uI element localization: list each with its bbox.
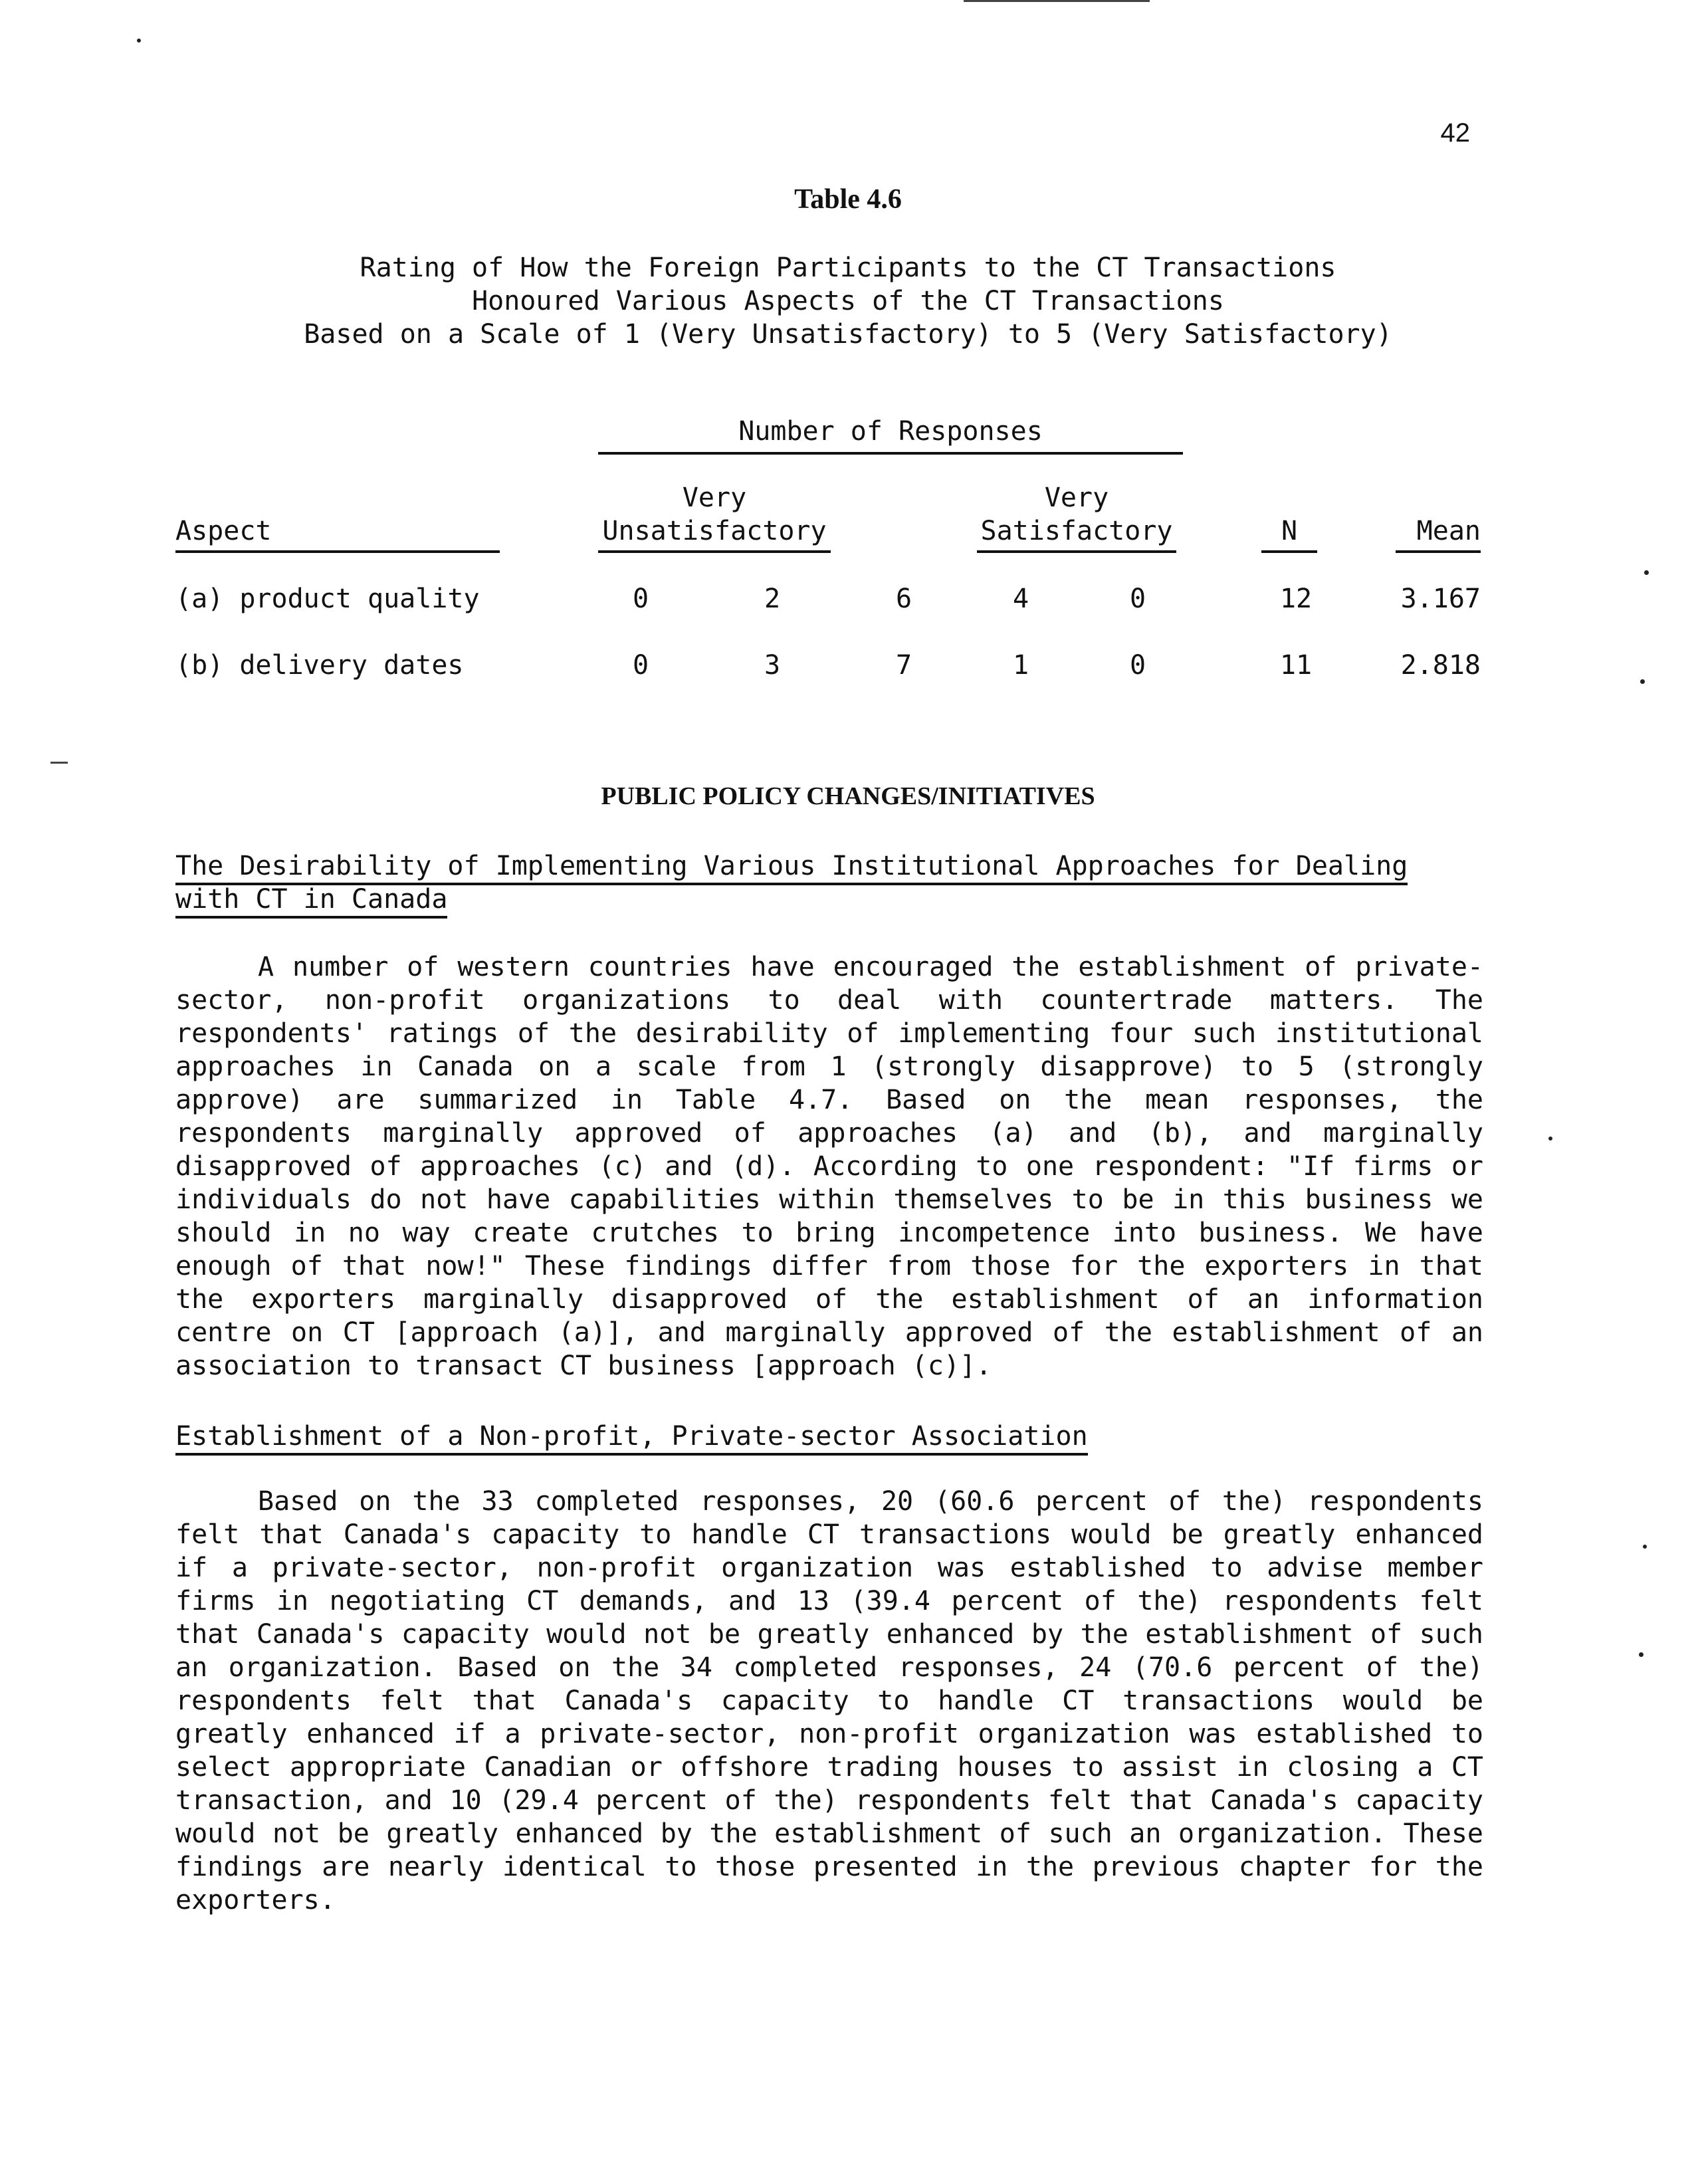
row-rating-4: 4 bbox=[1012, 584, 1029, 614]
paragraph-association bbox=[175, 1485, 1483, 1917]
paragraph-text: Based on the 33 completed responses, 20 (60.6 percent of the) respondents felt that Canada's capacity to handle CT transactions would be greatly enhanced if a private-sector, non-profit organization was established to advise member firms in negotiating CT demands, and 13 (39.4 percent of the) respondents felt that Canada's capacity would not be greatly enhanced by the establishment of such an organization. Based on the 34 completed responses, 24 (70.6 percent of the) respondents felt that Canada's capacity to handle CT transactions would be greatly enhanced if a private-sector, non-profit organization was established to select appropriate Canadian or offshore trading houses to assist in closing a CT transaction, and 10 (29.4 percent of the) respondents felt that Canada's capacity would not be greatly enhanced by the establishment of such an organization. These findings are nearly identical to those presented in the previous chapter for the exporters. bbox=[175, 1486, 1483, 1915]
scan-speck bbox=[1643, 1545, 1647, 1549]
row-rating-1: 0 bbox=[632, 584, 649, 614]
subheading-desirability-cont bbox=[175, 883, 1485, 916]
row-rating-5: 0 bbox=[1129, 650, 1146, 681]
section-heading: PUBLIC POLICY CHANGES/INITIATIVES bbox=[601, 782, 1095, 810]
header-very-unsatisfactory-top: Very bbox=[682, 483, 747, 513]
scan-speck bbox=[1639, 1652, 1643, 1657]
header-aspect: Aspect bbox=[175, 514, 500, 553]
table-caption-line: Honoured Various Aspects of the CT Transactions bbox=[472, 286, 1224, 316]
table-title: Table 4.6 bbox=[794, 184, 902, 215]
table-caption-line: Rating of How the Foreign Participants to the CT Transactions bbox=[360, 253, 1336, 283]
page-number: 42 bbox=[1440, 118, 1470, 148]
row-n: 11 bbox=[1279, 650, 1313, 681]
table-caption bbox=[0, 251, 1696, 351]
scan-speck bbox=[137, 39, 141, 43]
header-satisfactory: Satisfactory bbox=[977, 514, 1176, 553]
row-n: 12 bbox=[1279, 584, 1313, 614]
subheading-desirability bbox=[175, 849, 1485, 883]
row-rating-3: 7 bbox=[895, 650, 912, 681]
row-mean: 2.818 bbox=[1400, 650, 1481, 681]
scan-speck bbox=[1640, 679, 1645, 684]
row-aspect-label: (b) delivery dates bbox=[175, 650, 464, 681]
row-rating-2: 2 bbox=[764, 584, 781, 614]
paragraph-desirability bbox=[175, 950, 1483, 1382]
row-aspect-label: (a) product quality bbox=[175, 584, 480, 614]
table-group-header: Number of Responses bbox=[598, 415, 1183, 455]
subheading-desirability-line2: with CT in Canada bbox=[175, 884, 447, 919]
scan-speck bbox=[1644, 570, 1649, 575]
row-rating-3: 6 bbox=[895, 584, 912, 614]
row-rating-1: 0 bbox=[632, 650, 649, 681]
header-unsatisfactory: Unsatisfactory bbox=[598, 514, 831, 553]
row-rating-5: 0 bbox=[1129, 584, 1146, 614]
subheading-association bbox=[175, 1420, 1485, 1453]
scan-speck bbox=[1548, 1137, 1552, 1141]
header-very-satisfactory-top: Very bbox=[1044, 483, 1109, 513]
paragraph-text: A number of western countries have encouraged the establishment of private-sector, non-profit organizations to deal with countertrade matters. The respondents' ratings of the desirability of implementing four such institutional approaches in Canada on a scale from 1 (strongly disapprove) to 5 (strongly approve) are summarized in Table 4.7. Based on the mean responses, the respondents marginally approved of approaches (a) and (b), and marginally disapproved of approaches (c) and (d). According to one respondent: "If firms or individuals do not have capabilities within themselves to be in this business we should in no way create crutches to bring incompetence into business. We have enough of that now!" These findings differ from those for the exporters in that the exporters marginally disapproved of the establishment of an information centre on CT [approach (a)], and marginally approved of the establishment of an association to transact CT business [approach (c)]. bbox=[175, 952, 1483, 1381]
subheading-association-text: Establishment of a Non-profit, Private-sector Association bbox=[175, 1421, 1088, 1456]
scan-artifact-top bbox=[964, 0, 1150, 2]
table-caption-line: Based on a Scale of 1 (Very Unsatisfactory) to 5 (Very Satisfactory) bbox=[304, 319, 1392, 350]
subheading-desirability-line1: The Desirability of Implementing Various Institutional Approaches for Dealing bbox=[175, 851, 1408, 885]
row-mean: 3.167 bbox=[1400, 584, 1481, 614]
header-mean: Mean bbox=[1396, 514, 1481, 553]
row-rating-4: 1 bbox=[1012, 650, 1029, 681]
header-n: N bbox=[1261, 514, 1317, 553]
row-rating-2: 3 bbox=[764, 650, 781, 681]
scan-artifact-left bbox=[51, 762, 68, 764]
